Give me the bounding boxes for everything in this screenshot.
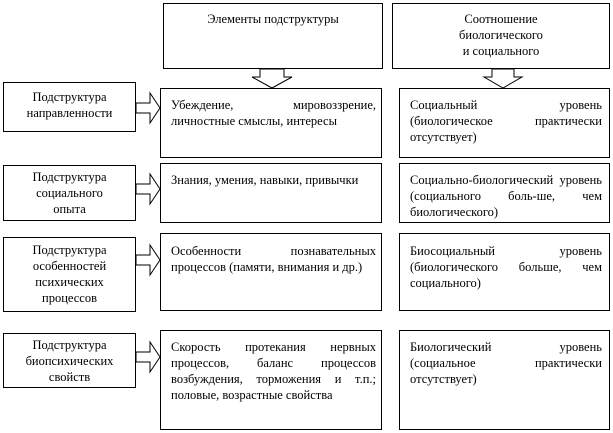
row-3-label: Подструктура особенностей психических процессов (32, 243, 107, 305)
row-2-level-box (399, 163, 610, 223)
row-4-label: Подструктура биопсихических свойств (25, 338, 114, 384)
row-1-level: Социальный уровень (биологическое практически отсутствует) (410, 98, 602, 144)
row-2-level: Социально-биологический уровень (социального боль-ше, чем биологического) (410, 173, 602, 219)
row-4-elements-box (160, 330, 382, 430)
row-3-label-box (3, 237, 136, 312)
row-1-label-box (3, 82, 136, 132)
right-arrow-row-2 (136, 174, 160, 204)
row-4-level-box (399, 330, 610, 430)
row-3-level-box (399, 233, 610, 311)
row-3-level: Биосоциальный уровень (биологического больше, чем социального) (410, 244, 602, 290)
header-elements-box (163, 3, 383, 69)
row-2-elements: Знания, умения, навыки, привычки (171, 173, 359, 187)
row-2-elements-box (160, 163, 382, 223)
header-ratio-text: Соотношение биологического и социального (459, 12, 543, 58)
row-2-label-box (3, 165, 136, 221)
down-arrow-elements (252, 69, 292, 88)
row-1-label: Подструктура направленности (26, 90, 113, 120)
right-arrow-row-1 (136, 93, 160, 123)
row-2-label: Подструктура социального опыта (32, 170, 107, 216)
row-4-label-box (3, 333, 136, 388)
down-arrow-ratio (484, 69, 522, 88)
row-4-elements: Скорость протекания нервных процессов, баланс процессов возбуждения, торможения и т.п.; половые, возрастные свойства (171, 340, 376, 402)
header-elements-text: Элементы подструктуры (207, 12, 339, 26)
row-4-level: Биологический уровень (социальное практически отсутствует) (410, 340, 602, 386)
right-arrow-row-4 (136, 342, 160, 372)
row-1-level-box (399, 88, 610, 158)
row-3-elements: Особенности познавательных процессов (памяти, внимания и др.) (171, 244, 376, 274)
right-arrow-row-3 (136, 245, 160, 275)
row-3-elements-box (160, 233, 382, 311)
row-1-elements-box (160, 88, 382, 158)
header-ratio-box (392, 3, 610, 69)
row-1-elements: Убеждение, мировоззрение, личностные смыслы, интересы (171, 98, 376, 128)
